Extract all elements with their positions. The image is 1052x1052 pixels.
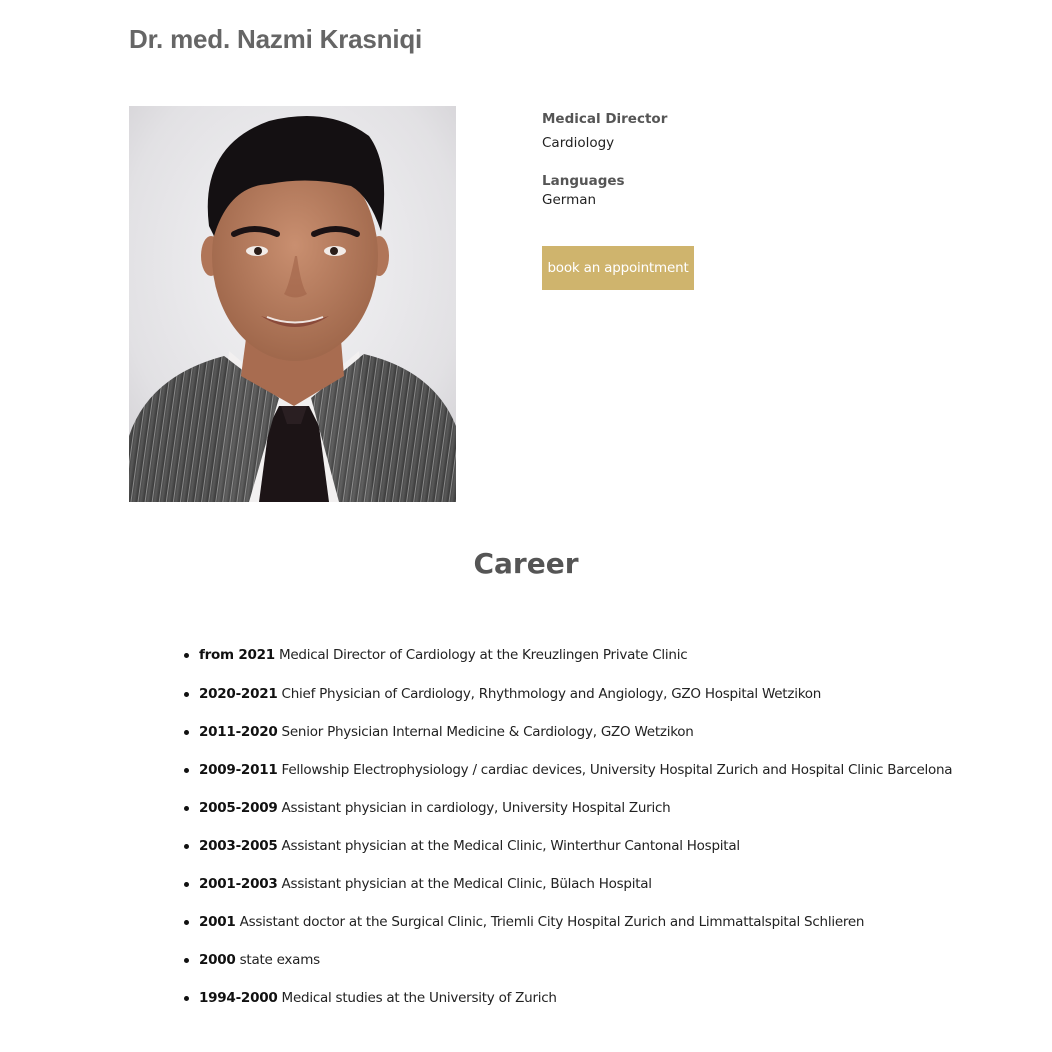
career-item <box>199 798 1039 836</box>
career-years: 2000 <box>199 952 236 968</box>
career-years: 2003-2005 <box>199 838 278 854</box>
career-text: Senior Physician Internal Medicine & Cardiology, GZO Wetzikon <box>281 724 694 740</box>
career-list <box>199 645 1039 1026</box>
career-text: Medical Director of Cardiology at the Kreuzlingen Private Clinic <box>278 647 688 663</box>
career-text: Assistant physician at the Medical Clinic, Winterthur Cantonal Hospital <box>281 838 740 854</box>
career-item <box>199 912 1039 950</box>
career-years: 2001 <box>199 914 236 930</box>
career-item <box>199 988 1039 1026</box>
languages-value: German <box>542 192 597 208</box>
career-item <box>199 645 1039 684</box>
book-appointment-button[interactable]: book an appointment <box>542 246 694 290</box>
career-heading: Career <box>473 547 579 580</box>
career-years: 2020-2021 <box>199 686 278 702</box>
languages-label: Languages <box>542 173 625 189</box>
doctor-portrait-photo <box>129 106 456 502</box>
career-item <box>199 684 1039 722</box>
doctor-name: Dr. med. Nazmi Krasniqi <box>129 24 423 54</box>
career-years: 2011-2020 <box>199 724 278 740</box>
career-text: Fellowship Electrophysiology / cardiac devices, University Hospital Zurich and Hospital Clinic Barcelona <box>281 762 953 778</box>
career-item <box>199 760 1039 798</box>
role-value: Cardiology <box>542 135 615 151</box>
role-label: Medical Director <box>542 111 668 127</box>
career-text: Assistant physician in cardiology, University Hospital Zurich <box>281 800 671 816</box>
career-item <box>199 874 1039 912</box>
career-item <box>199 950 1039 988</box>
career-years: 2009-2011 <box>199 762 278 778</box>
career-text: Assistant doctor at the Surgical Clinic, Triemli City Hospital Zurich and Limmattalspital Schlieren <box>239 914 865 930</box>
career-item <box>199 836 1039 874</box>
career-text: Assistant physician at the Medical Clinic, Bülach Hospital <box>281 876 652 892</box>
career-text: Chief Physician of Cardiology, Rhythmology and Angiology, GZO Hospital Wetzikon <box>281 686 822 702</box>
career-text: state exams <box>239 952 320 968</box>
career-years: from 2021 <box>199 647 275 663</box>
career-text: Medical studies at the University of Zurich <box>281 990 557 1006</box>
career-years: 2005-2009 <box>199 800 278 816</box>
career-item <box>199 722 1039 760</box>
career-years: 1994-2000 <box>199 990 278 1006</box>
career-years: 2001-2003 <box>199 876 278 892</box>
